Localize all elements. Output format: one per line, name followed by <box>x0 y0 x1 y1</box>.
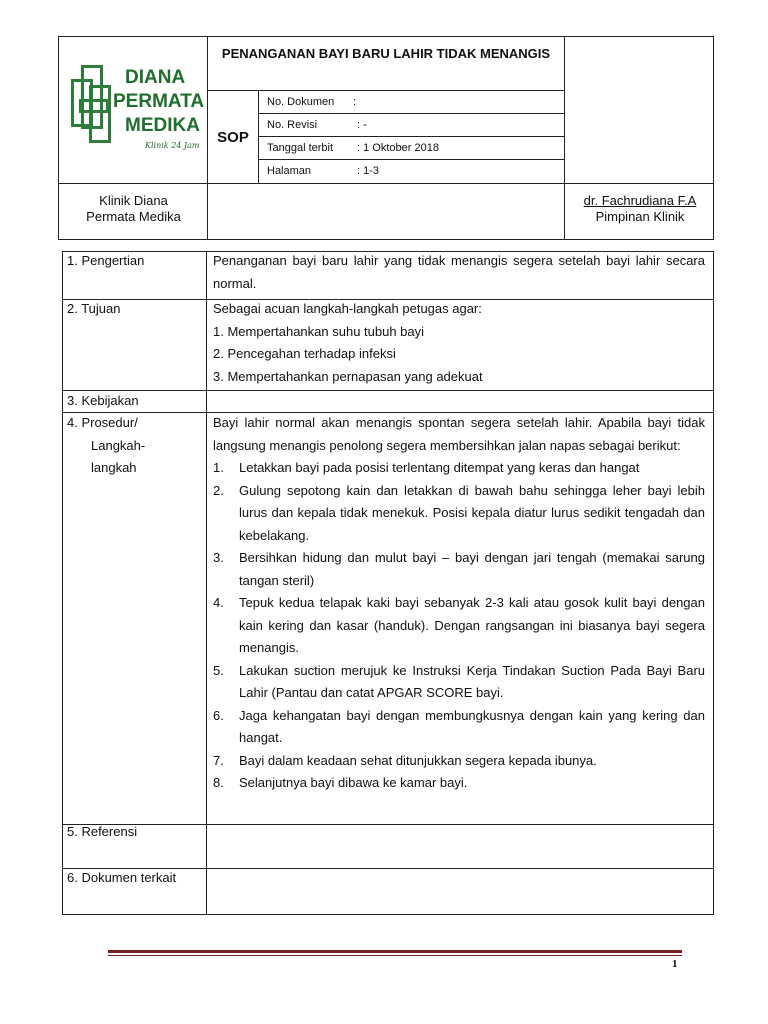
page-number: 1 <box>672 958 678 970</box>
header-table <box>58 36 714 240</box>
label-kebijakan: 3. Kebijakan <box>67 393 139 408</box>
signatory <box>565 183 715 240</box>
content-tujuan: Sebagai acuan langkah-langkah petugas agar: 1. Mempertahankan suhu tubuh bayi 2. Pencegahan terhadap infeksi 3. Mempertahankan pernapasan yang adekuat <box>213 298 705 388</box>
list-item: 1. Letakkan bayi pada posisi terlentang ditempat yang keras dan hangat <box>213 460 640 475</box>
list-item: 1. Mempertahankan suhu tubuh bayi <box>213 323 425 339</box>
document-title: PENANGANAN BAYI BARU LAHIR TIDAK MENANGIS <box>221 46 551 61</box>
logo-line1: DIANA <box>125 67 186 88</box>
list-item: 6. Jaga kehangatan bayi dengan membungkusnya dengan kain yang kering dan hangat. <box>213 707 705 745</box>
meta-row-tanggal: Tanggal terbit : 1 Oktober 2018 <box>267 142 439 154</box>
label-pengertian: 1. Pengertian <box>67 253 145 268</box>
sop-content-table <box>62 251 714 915</box>
list-item: 2. Gulung sepotong kain dan letakkan di bawah bahu sehingga leher bayi lebih lurus dan kepala tidak menekuk. Posisi kepala diatur lurus sedikit tengadah dan kebelakang. <box>213 482 705 543</box>
logo-line2: PERMATA <box>113 91 205 112</box>
list-item: 4. Tepuk kedua telapak kaki bayi sebanyak 2-3 kali atau gosok kulit bayi dengan kain kering dan kasar (handuk). Dengan rangsangan ini biasanya bayi segera menangis. <box>213 595 705 655</box>
logo-line3: MEDIKA <box>125 115 200 136</box>
signatory-name: dr. Fachrudiana F.A <box>583 193 697 208</box>
clinic-logo <box>67 55 203 179</box>
meta-row-dokumen: No. Dokumen : <box>267 96 357 108</box>
label-referensi: 5. Referensi <box>67 824 138 839</box>
footer-rule <box>108 950 682 953</box>
footer-rule-thin <box>108 955 682 956</box>
label-tujuan: 2. Tujuan <box>67 301 121 316</box>
signatory-role: Pimpinan Klinik <box>595 209 685 224</box>
logo-tagline: Klinik 24 Jam <box>145 141 200 150</box>
meta-row-revisi: No. Revisi : - <box>267 119 367 131</box>
label-prosedur: 4. Prosedur/ Langkah- langkah <box>67 415 146 475</box>
label-dokumen-terkait: 6. Dokumen terkait <box>67 870 177 885</box>
sop-label: SOP <box>217 128 249 146</box>
list-item: 5. Lakukan suction merujuk ke Instruksi Kerja Tindakan Suction Pada Bayi Baru Lahir (Pantau dan catat APGAR SCORE bayi. <box>213 662 705 700</box>
list-item: 7. Bayi dalam keadaan sehat ditunjukkan segera kepada ibunya. <box>213 752 597 768</box>
list-item: 2. Pencegahan terhadap infeksi <box>213 346 396 361</box>
content-pengertian: Penanganan bayi baru lahir yang tidak menangis segera setelah bayi lahir secara normal. <box>213 253 705 291</box>
clinic-name: Klinik Diana Permata Medika <box>86 193 181 224</box>
list-item: 3. Mempertahankan pernapasan yang adekuat <box>213 368 483 384</box>
list-item: 8. Selanjutnya bayi dibawa ke kamar bayi. <box>213 775 468 790</box>
list-item: 3. Bersihkan hidung dan mulut bayi – bayi dengan jari tengah (memakai sarung tangan steril) <box>213 550 705 588</box>
meta-row-halaman: Halaman : 1-3 <box>267 165 380 177</box>
content-prosedur: Bayi lahir normal akan menangis spontan segera setelah lahir. Apabila bayi tidak langsung menangis penolong segera membersihkan jalan napas sebagai berikut: 1. Letakkan bayi pada posisi terlentang ditempat yang keras dan hangat 2. Gulung sepotong kain dan letakkan di bawah bahu sehingga leher bayi lebih lurus dan kepala tidak menekuk. Posisi kepala diatur lurus sedikit tengadah dan kebelakang. 3. Bersihkan hidung dan mulut bayi – bayi dengan jari tengah (memakai sarung tangan steril) 4. Tepuk kedua telapak kaki bayi sebanyak 2-3 kali atau gosok kulit bayi dengan kain kering dan kasar (handuk). Dengan rangsangan ini biasanya bayi segera menangis. 5. Lakukan suction merujuk ke Instruksi Kerja Tindakan Suction Pada Bayi Baru Lahir (Pantau dan catat APGAR SCORE bayi. 6. Jaga kehangatan bayi dengan membungkusnya dengan kain yang kering dan hangat. 7. Bayi dalam keadaan sehat ditunjukkan segera kepada ibunya. 8. Selanjutnya bayi dibawa ke kamar bayi. <box>213 412 705 795</box>
